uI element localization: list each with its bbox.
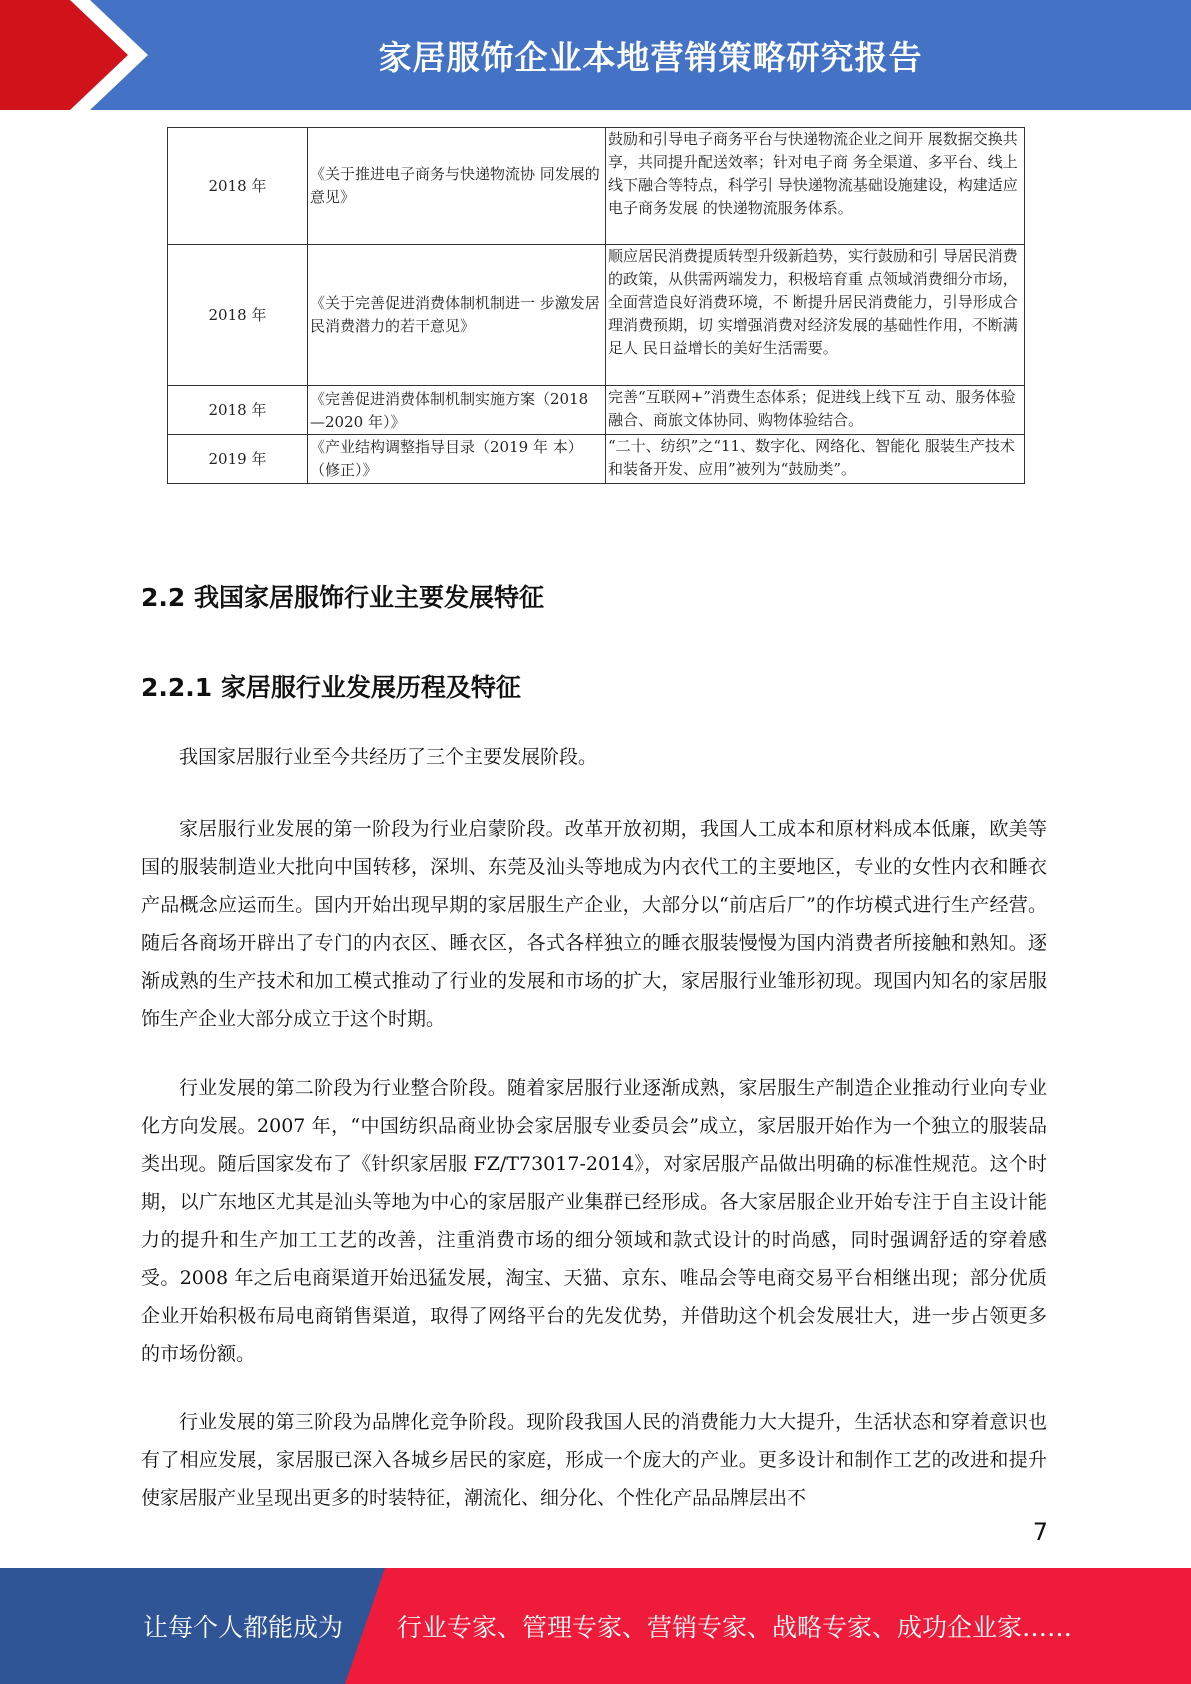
table-cell-year: 2019 年	[168, 435, 308, 484]
table-row	[168, 386, 1025, 435]
table-cell-document: 《关于完善促进消费体制机制进一 步激发居民消费潜力的若干意见》	[308, 245, 606, 386]
header-red-chevron	[0, 0, 150, 110]
subsection-heading: 2.2.1 家居服行业发展历程及特征	[141, 673, 521, 702]
paragraph: 行业发展的第三阶段为品牌化竞争阶段。现阶段我国人民的消费能力大大提升，生活状态和穿着意识也有了相应发展，家居服已深入各城乡居民的家庭，形成一个庞大的产业。更多设计和制作工艺的改进和提升使家居服产业呈现出更多的时装特征，潮流化、细分化、个性化产品品牌层出不	[141, 1411, 1047, 1509]
table-cell-description: 完善“互联网+”消费生态体系；促进线上线下互 动、服务体验融合、商旅文体协同、购物体验结合。	[606, 386, 1025, 435]
report-title: 家居服饰企业本地营销策略研究报告	[378, 37, 923, 77]
table-cell-description: “二十、纺织”之“11、数字化、网络化、智能化 服装生产技术和装备开发、应用”被列为“鼓励类”。	[606, 435, 1025, 484]
table-cell-description: 鼓励和引导电子商务平台与快递物流企业之间开 展数据交换共享，共同提升配送效率；针对电子商 务全渠道、多平台、线上线下融合等特点，科学引 导快递物流基础设施建设，构建适应电子商务发展 的快递物流服务体系。	[606, 128, 1025, 245]
table-row	[168, 435, 1025, 484]
table-cell-year: 2018 年	[168, 245, 308, 386]
table-cell-document	[308, 386, 606, 435]
footer-slogan-right: 行业专家、管理专家、营销专家、战略专家、成功企业家……	[397, 1613, 1073, 1642]
table-row	[168, 128, 1025, 245]
paragraph: 我国家居服行业至今共经历了三个主要发展阶段。	[179, 746, 598, 768]
table-cell-document: 《产业结构调整指导目录（2019 年 本）（修正）》	[308, 435, 606, 484]
paragraph: 家居服行业发展的第一阶段为行业启蒙阶段。改革开放初期，我国人工成本和原材料成本低廉，欧美等国的服装制造业大批向中国转移，深圳、东莞及汕头等地成为内衣代工的主要地区，专业的女性内衣和睡衣产品概念应运而生。国内开始出现早期的家居服生产企业，大部分以“前店后厂”的作坊模式进行生产经营。随后各商场开辟出了专门的内衣区、睡衣区，各式各样独立的睡衣服装慢慢为国内消费者所接触和熟知。逐渐成熟的生产技术和加工模式推动了行业的发展和市场的扩大，家居服行业雏形初现。现国内知名的家居服饰生产企业大部分成立于这个时期。	[141, 818, 1047, 1030]
section-heading: 2.2 我国家居服饰行业主要发展特征	[141, 583, 544, 612]
table-cell-document-text: 《完善促进消费体制机制实施方案（2018—2020 年）》	[310, 390, 589, 431]
policy-table	[167, 127, 1025, 484]
table-cell-document: 《关于推进电子商务与快递物流协 同发展的意见》	[308, 128, 606, 245]
table-row	[168, 245, 1025, 386]
page-header	[0, 0, 1191, 110]
table-cell-description: 顺应居民消费提质转型升级新趋势，实行鼓励和引 导居民消费的政策，从供需两端发力，积极培育重 点领域消费细分市场，全面营造良好消费环境，不 断提升居民消费能力，引导形成合理消费预期，切 实增强消费对经济发展的基础性作用，不断满足人 民日益增长的美好生活需要。	[606, 245, 1025, 386]
paragraph: 行业发展的第二阶段为行业整合阶段。随着家居服行业逐渐成熟，家居服生产制造企业推动行业向专业化方向发展。2007 年，“中国纺织品商业协会家居服专业委员会”成立，家居服开始作为一个独立的服装品类出现。随后国家发布了《针织家居服 FZ/T73017-2014》，对家居服产品做出明确的标准性规范。这个时期，以广东地区尤其是汕头等地为中心的家居服产业集群已经形成。各大家居服企业开始专注于自主设计能力的提升和生产加工工艺的改善，注重消费市场的细分领域和款式设计的时尚感，同时强调舒适的穿着感受。2008 年之后电商渠道开始迅猛发展，淘宝、天猫、京东、唯品会等电商交易平台相继出现；部分优质企业开始积极布局电商销售渠道，取得了网络平台的先发优势，并借助这个机会发展壮大，进一步占领更多的市场份额。	[141, 1077, 1047, 1365]
table-cell-year: 2018 年	[168, 128, 308, 245]
footer-slogan-left: 让每个人都能成为	[143, 1613, 344, 1642]
page-number: 7	[1032, 1518, 1048, 1546]
table-cell-year: 2018 年	[168, 386, 308, 435]
